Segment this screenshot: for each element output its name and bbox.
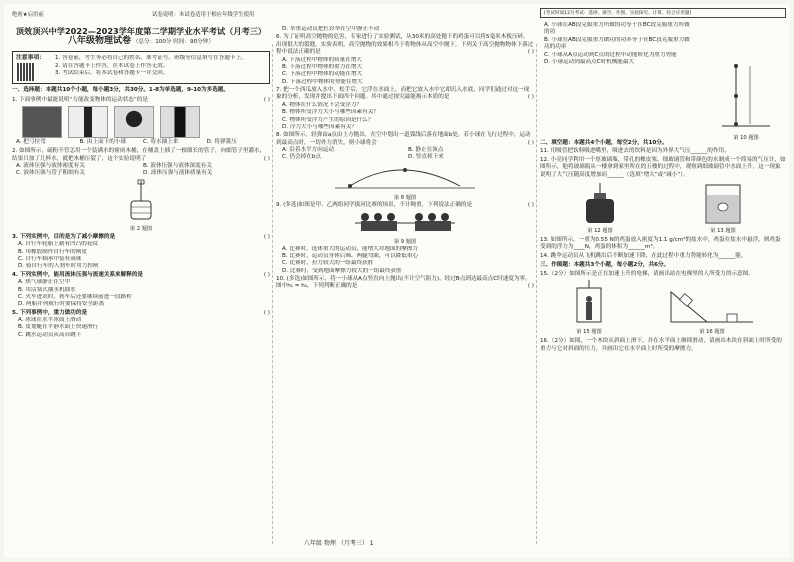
option: C. 比赛时，拉力较大的一组最终获胜 [282, 260, 374, 267]
option: B. 用活塞式抽水机抽水 [18, 286, 76, 293]
option: B. 静止在该点 [408, 147, 444, 153]
question-9-stem: 9. (多选)如图是甲、乙两组同学拔河比赛的场景，不计绳重，下列说法正确的是 [276, 201, 473, 208]
figure-caption: 第 12 题图 [587, 228, 613, 235]
answer-paren: ( ) [263, 271, 270, 278]
question-16: 16.（2分）如图，一个木块从斜面上滑下，并在水平面上继续滑动，请画出木块在斜面上时所受的重力与它对斜面的压力，并画出它在水平面上时所受的摩擦力。 [540, 338, 782, 352]
section-1-heading: 一、选择题：本题共10个小题，每小题3分，共30分。1-8为单选题，9-10为多选题。 [12, 87, 229, 94]
option: D. 将弹簧压 [206, 138, 237, 145]
notice-label: 注意事项： [16, 55, 45, 62]
option: A. 沿着水平方向运动 [282, 147, 335, 153]
question-7-stem: 7. 把一个西瓜放入水中，松手后，它浮在水面上，而把它放入水中它却沉入水底，同学们通过对这一现象的分析，发现并提出下面四个问题。其中通过探究最能揭示本质的是 [276, 87, 530, 101]
option: D. 举重运动员把杠铃举在空中静止不动 [282, 26, 380, 32]
ball-height-figure [716, 60, 776, 132]
column-divider [272, 44, 273, 544]
page-footer: 八年级 物理 （月考三） 1 [304, 540, 374, 547]
answer-paren: ( ) [527, 49, 534, 56]
figure-caption: 第 15 题图 [576, 329, 602, 336]
option: A. 液体压强与液体密度有关 [16, 163, 85, 169]
qr-code-icon [17, 63, 35, 81]
section-3-heading: 三、作图题：本题共3个小题，每小题2分，共6分。 [540, 262, 670, 269]
elevator-figure [569, 280, 609, 326]
answer-paren: ( ) [263, 96, 270, 103]
option: B. 液体压强与液体深度有关 [143, 163, 212, 169]
exam-subject-title: 八年级物理试卷 [68, 36, 132, 47]
column-divider [536, 44, 537, 544]
water-pump-image [114, 106, 154, 138]
option: C. 小球从A点运动到C点的过程中动能转化为重力势能 [544, 51, 677, 58]
barometer-bottle-figure [578, 181, 622, 225]
notice-box [12, 51, 270, 84]
question-1-stem: 1. 下面事例中最能说明“力能改变物体的运动状态”的是 [12, 96, 148, 103]
spring-image [160, 106, 200, 138]
score-info: （总分：100分 时间：90分钟） [132, 39, 214, 46]
falling-ball-image [68, 106, 108, 138]
barrel-figure [121, 179, 161, 223]
answer-paren: ( ) [263, 155, 270, 162]
question-14: 14. 跳伞运动员从飞机跳出后不断加速下降，在此过程中重力势能转化为______能。 [540, 252, 747, 259]
option: D. 比赛时，受到地面摩擦力较大的一组最终获胜 [282, 267, 402, 274]
question-3-stem: 3. 下列实例中，目的是为了减小摩擦的是 [12, 233, 116, 240]
option: C. 跳水运动员从高台跳下 [18, 331, 82, 338]
question-11: 11. 用吸管把饮料吸进嘴里，吸进去的饮料是因为外界大气压______的作用。 [540, 148, 730, 155]
option: A. 冰球在水平冰面上滑动 [18, 317, 82, 324]
question-10-stem: 10. (多选)如图所示，将一小球从A点竖直向上抛出(不计空气阻力)，经过B点到达最高点C时速度为零，图中h₁ = h₂，下列判断正确的是 [276, 276, 531, 290]
option: B. 用橡胶制作自行车的闸皮 [18, 248, 87, 255]
option: A. 自行车轮胎上制有凹凸的花纹 [18, 241, 99, 248]
question-8-stem: 8. 如图所示，轻弹由a点由上方抛出，在空中划出一道弧线后落在地面b处。若小球在飞行过程中，运动到最高点时，一切外力消失，则小球将会 [276, 132, 531, 146]
answer-paren: ( ) [263, 233, 270, 240]
figure-caption: 第 13 题图 [710, 228, 736, 235]
option: D. 竖直掉下来 [408, 154, 444, 161]
exam-title: 顶效顶兴中学2022—2023学年度第二学期学业水平考试（月考三） [15, 26, 267, 36]
header-note: 试卷说明：本试卷适用于相应年级学生使用 [152, 12, 255, 18]
section-2-heading: 二、填空题：本题共4个小题，每空2分，共10分。 [540, 140, 668, 146]
figure-caption: 第 10 题图 [733, 135, 759, 142]
answer-paren: ( ) [527, 283, 534, 290]
option: B. 下落过程中物体的重力在增大 [282, 63, 363, 70]
option: C. 物体所受浮力产生的原因是什么？ [282, 116, 374, 123]
answer-paren: ( ) [527, 201, 534, 208]
question-2-stem: 2. 如图所示，硫粉不管怎用一个装满水的密闭木桶，在桶盖上插了一根细长的管子，向细管子里灌水，结果只加了几杯水，就把木桶压裂了，这个实验说明了 [12, 148, 266, 162]
option: D. 骑自行车的人刹车时用力捏闸 [18, 263, 99, 270]
incline-block-figure [667, 280, 757, 326]
question-5-stem: 5. 下列事例中，重力做功的是 [12, 309, 88, 316]
question-6-stem: 6. 为了证明高空抛物的危害，专家进行了实验测试，从30米的高处抛下的鸡蛋可以将5毫米木板压碎，出现很大的裂缝。实验表明，高空抛物的效果相当于将物体从高空中抛下。下列关于高空抛物物体下落过程中说法正确的是 [276, 34, 534, 56]
answer-paren: ( ) [527, 94, 534, 101]
option: A. 热气球静止在空中 [18, 279, 71, 286]
option: B. 小球在AB段克服重力做功的功率等于在BC段克服重力做功的功率 [544, 36, 690, 51]
figure-caption: 第 16 题图 [699, 329, 725, 336]
option: A. 小球在AB段克服重力所做的功等于在BC段克服重力所做的功 [544, 22, 690, 36]
figure-caption: 第 8 题图 [393, 195, 417, 202]
question-4-stem: 4. 下列实例中，能用流体压强与流速关系来解释的是 [12, 271, 144, 278]
option: C. 仍会掉在b点 [282, 154, 321, 161]
figure-caption: 第 2 题图 [129, 226, 153, 233]
option: A. 物体在什么情况下会受浮力？ [282, 101, 363, 108]
notice-line: 2. 请在答题卡上作答，在本试卷上作答无效。 [55, 62, 169, 69]
option: D. 两船并列航行时要保持安全距离 [18, 301, 105, 308]
option: A. 下落过程中物体的质量在增大 [282, 56, 363, 63]
exam-sheet [4, 4, 790, 558]
option: B. 皮划艇在平静水面上快速滑行 [18, 324, 99, 331]
answer-paren: ( ) [527, 139, 534, 146]
notice-line: 3. 考试结束后，将本试卷和答题卡一并交回。 [55, 69, 169, 76]
projectile-figure [330, 162, 480, 192]
option: D. 液体压强与液体质量有关 [143, 170, 213, 177]
column-2 [276, 4, 534, 558]
notice-line: 1. 答卷前，考生务必将自己的姓名、准考证号、班级等信息填写在答题卡上。 [55, 55, 247, 62]
question-1-figures [22, 106, 270, 138]
column-1 [12, 4, 270, 558]
option: B. 比赛时，运动员身体后倾、两腿弯曲，可以降低重心 [282, 252, 419, 259]
option: D. 小球运动到最高点C时机械能最大 [544, 58, 635, 65]
egg-beaker-figure [698, 181, 748, 225]
option: D. 浮力大小与哪些因素有关？ [282, 123, 357, 130]
figure-caption: 第 9 题图 [393, 238, 417, 245]
option: C. 下落过程中物体的动能在增大 [282, 71, 363, 78]
option: B. 由上而下的小球 [79, 138, 127, 145]
option: A. 比赛时，选体重大的运动员，能增大对地面的摩擦力 [282, 245, 418, 252]
column-3 [540, 4, 786, 558]
option: A. 把弓拉弯 [16, 138, 46, 145]
bow-image [22, 106, 62, 138]
question-15: 15.（2分）如图所示是正在加速上升的电梯，请画出站在电梯里的人所受力的示意图。 [540, 270, 754, 277]
answer-paren: ( ) [263, 309, 270, 316]
option: C. 将水抽上来 [143, 138, 179, 145]
tug-of-war-figure [350, 209, 460, 235]
option: D. 下落过程中物体的势能在增大 [282, 78, 363, 85]
option: C. 火车进站时，刹车后还要继续前进一段路程 [18, 293, 132, 300]
question-12: 12. 小亮同学利用一个厚玻璃瓶、带孔的橡皮塞、细玻璃管和带颜色的水制成一个简易的气压计，如图所示，他将玻璃瓶从一楼拿到家里所在的五楼的过程中，观察到细玻璃管中水面上升，这一现象说明了大气压随高度增加而______（选填“增大”或“减小”）。 [540, 156, 786, 178]
option: C. 液体压强与管子粗细有关 [16, 170, 85, 177]
confidential-tag: 绝密★启用前 [12, 12, 44, 18]
question-13: 13. 如图所示，一重为0.55 N的鸡蛋放入密度为1.1 g/cm³的盐水中，鸡蛋在盐水中悬浮，则鸡蛋受到的浮力为____N，鸡蛋的体积为______m³。 [540, 237, 781, 251]
option: C. 自行车轴承中装有滚珠 [18, 256, 82, 263]
option: B. 物体所受浮力大小与哪些因素有关？ [282, 109, 379, 116]
header-right-box: [考试时间12月考试：选择、填空、作图、实验探究、计算、综合应用题] [540, 8, 786, 18]
